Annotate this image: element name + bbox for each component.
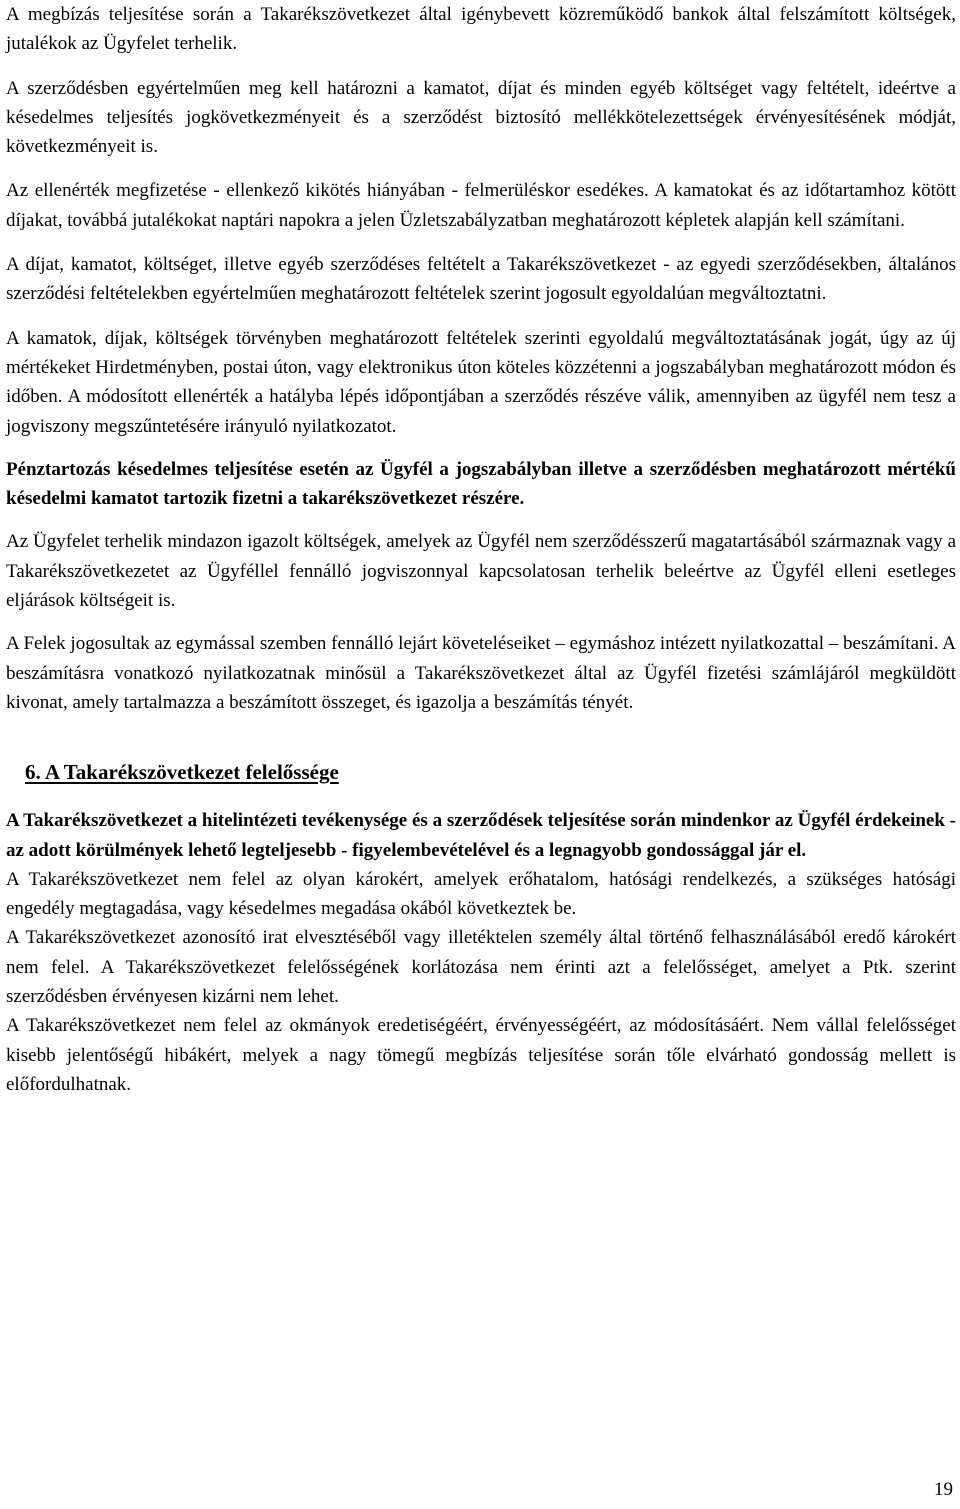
paragraph-set-off: A Felek jogosultak az egymással szemben fennálló lejárt követeléseiket – egymáshoz intézett nyilatkozattal – beszámítani. A beszámításra vonatkozó nyilatkozatnak minősül a Takarékszövetkezet által az Ügyfél fizetési számlájáról megküldött kivonat, amely tartalmazza a beszámított összeget, és igazolja a beszámítás tényét. [6,633,956,713]
paragraph-id-loss: A Takarékszövetkezet azonosító irat elvesztéséből vagy illetéktelen személy által történő felhasználásából eredő károkért nem felel. A Takarékszövetkezet felelősségének korlátozása nem érinti azt a felelősséget, amelyet a Ptk. szerint szerződésben érvényesen kizárni nem lehet. [6,927,956,1008]
paragraph-client-costs: Az Ügyfelet terhelik mindazon igazolt költségek, amelyek az Ügyfél nem szerződésszerű magatartásából származnak vagy a Takarékszövetkezetet az Ügyféllel fennálló jogviszonnyal kapcsolatosan terhelik beleértve az Ügyfél elleni esetleges eljárások költségeit is. [6,531,956,612]
page-number: 19 [934,1479,953,1500]
document-page [6,0,956,1099]
paragraph-consideration-due: Az ellenérték megfizetése - ellenkező kikötés hiányában - felmerüléskor esedékes. A kamatokat és az időtartamhoz kötött díjakat, továbbá jutalékokat naptári napokra a jelen Üzletszabályzatban meghatározott képletek alapján kell számítani. [6,180,956,231]
paragraph-publication: A kamatok, díjak, költségek törvényben meghatározott feltételek szerinti egyoldalú megváltoztatásának jogát, úgy az új mértékeket Hirdetményben, postai úton, vagy elektronikus úton köteles közzétenni a jogszabályban meghatározott módon és időben. A módosított ellenérték a hatályba lépés időpontjában a szerződés részéve válik, amennyiben az ügyfél nem tesz a jogviszony megszűntetésére irányuló nyilatkozatot. [6,327,956,437]
paragraph-section-intro: A Takarékszövetkezet a hitelintézeti tevékenysége és a szerződések teljesítése során mindenkor az Ügyfél érdekeinek - az adott körülmények lehető legteljesebb - figyelembevételével és a legnagyobb gondossággal jár el. [6,810,956,861]
paragraph-document-authenticity: A Takarékszövetkezet nem felel az okmányok eredetiségéért, érvényességéért, az módosításáért. Nem vállal felelősséget kisebb jelentőségű hibákért, melyek a nagy tömegű megbízás teljesítése során tőle elvárható gondosság mellett is előfordulhatnak. [6,1015,956,1095]
section-heading: 6. A Takarékszövetkezet felelőssége [25,760,339,785]
paragraph-contract-terms: A szerződésben egyértelműen meg kell határozni a kamatot, díjat és minden egyéb költséget vagy feltételt, ideértve a késedelmes teljesítés jogkövetkezményeit és a szerződést biztosító mellékkötelezettségek érvényesítésének módját, következményeit is. [6,77,956,158]
paragraph-late-payment-interest: Pénztartozás késedelmes teljesítése esetén az Ügyfél a jogszabályban illetve a szerződésben meghatározott mértékű késedelmi kamatot tartozik fizetni a takarékszövetkezet részére. [6,458,956,510]
paragraph-intermediary-costs: A megbízás teljesítése során a Takarékszövetkezet által igénybevett közreműködő bankok által felszámított költségek, jutalékok az Ügyfelet terhelik. [6,4,956,55]
paragraph-unilateral-change: A díjat, kamatot, költséget, illetve egyéb szerződéses feltételt a Takarékszövetkezet - az egyedi szerződésekben, általános szerződési feltételekben egyértelműen meghatározott feltételek szerint jogosult egyoldalúan megváltoztatni. [6,254,956,305]
paragraph-force-majeure: A Takarékszövetkezet nem felel az olyan károkért, amelyek erőhatalom, hatósági rendelkezés, a szükséges hatósági engedély megtagadása, vagy késedelmes megadása okából következtek be. [6,868,956,920]
